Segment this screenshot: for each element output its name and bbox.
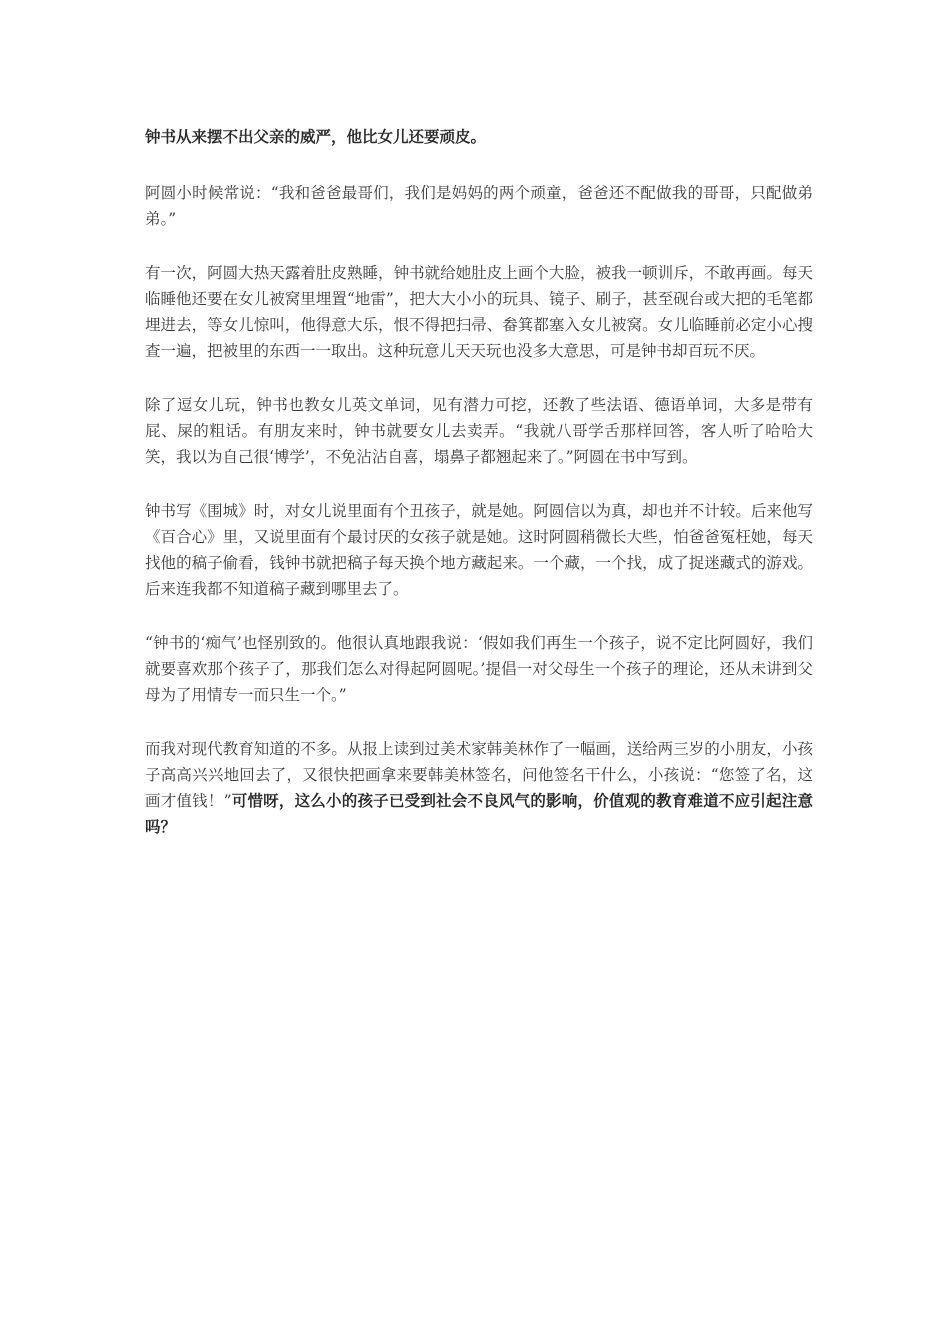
paragraph-4: 钟书写《围城》时，对女儿说里面有个丑孩子，就是她。阿圆信以为真，却也并不计较。后来他写《百合心》里，又说里面有个最讨厌的女孩子就是她。这时阿圆稍微长大些，怕爸爸冤枉她，每天找他的稿子偷看，钱钟书就把稿子每天换个地方藏起来。一个藏，一个找，成了捉迷藏式的游戏。后来连我都不知道稿子藏到哪里去了。 — [145, 502, 813, 598]
paragraph-6-emphasis: 可惜呀，这么小的孩子已受到社会不良风气的影响，价值观的教育难道不应引起注意吗？ — [145, 791, 813, 836]
document-page — [145, 124, 813, 868]
paragraph-2: 有一次，阿圆大热天露着肚皮熟睡，钟书就给她肚皮上画个大脸，被我一顿训斥，不敢再画。每天临睡他还要在女儿被窝里埋置“地雷”，把大大小小的玩具、镜子、刷子，甚至砚台或大把的毛笔都埋进去，等女儿惊叫，他得意大乐，恨不得把扫帚、畚箕都塞入女儿被窝。女儿临睡前必定小心搜查一遍，把被里的东西一一取出。这种玩意儿天天玩也没多大意思，可是钟书却百玩不厌。 — [145, 264, 813, 360]
paragraph-3: 除了逗女儿玩，钟书也教女儿英文单词，见有潜力可挖，还教了些法语、德语单词，大多是带有屁、屎的粗话。有朋友来时，钟书就要女儿去卖弄。“我就八哥学舌那样回答，客人听了哈哈大笑，我以为自己很‘博学’，不免沾沾自喜，塌鼻子都翘起来了。”阿圆在书中写到。 — [145, 396, 813, 466]
paragraph-1: 阿圆小时候常说：“我和爸爸最哥们，我们是妈妈的两个顽童，爸爸还不配做我的哥哥，只配做弟弟。” — [145, 184, 813, 228]
paragraph-5: “钟书的‘痴气’也怪别致的。他很认真地跟我说：‘假如我们再生一个孩子，说不定比阿圆好，我们就要喜欢那个孩子了，那我们怎么对得起阿圆呢。’提倡一对父母生一个孩子的理论，还从未讲到父母为了用情专一而只生一个。” — [145, 634, 813, 704]
paragraph-6 — [145, 736, 813, 840]
article-heading: 钟书从来摆不出父亲的威严，他比女儿还要顽皮。 — [145, 127, 487, 146]
paragraph-6-text: 而我对现代教育知道的不多。从报上读到过美术家韩美林作了一幅画，送给两三岁的小朋友，小孩子高高兴兴地回去了，又很快把画拿来要韩美林签名，问他签名干什么，小孩说：“您签了名，这画才值钱！” — [145, 740, 813, 810]
